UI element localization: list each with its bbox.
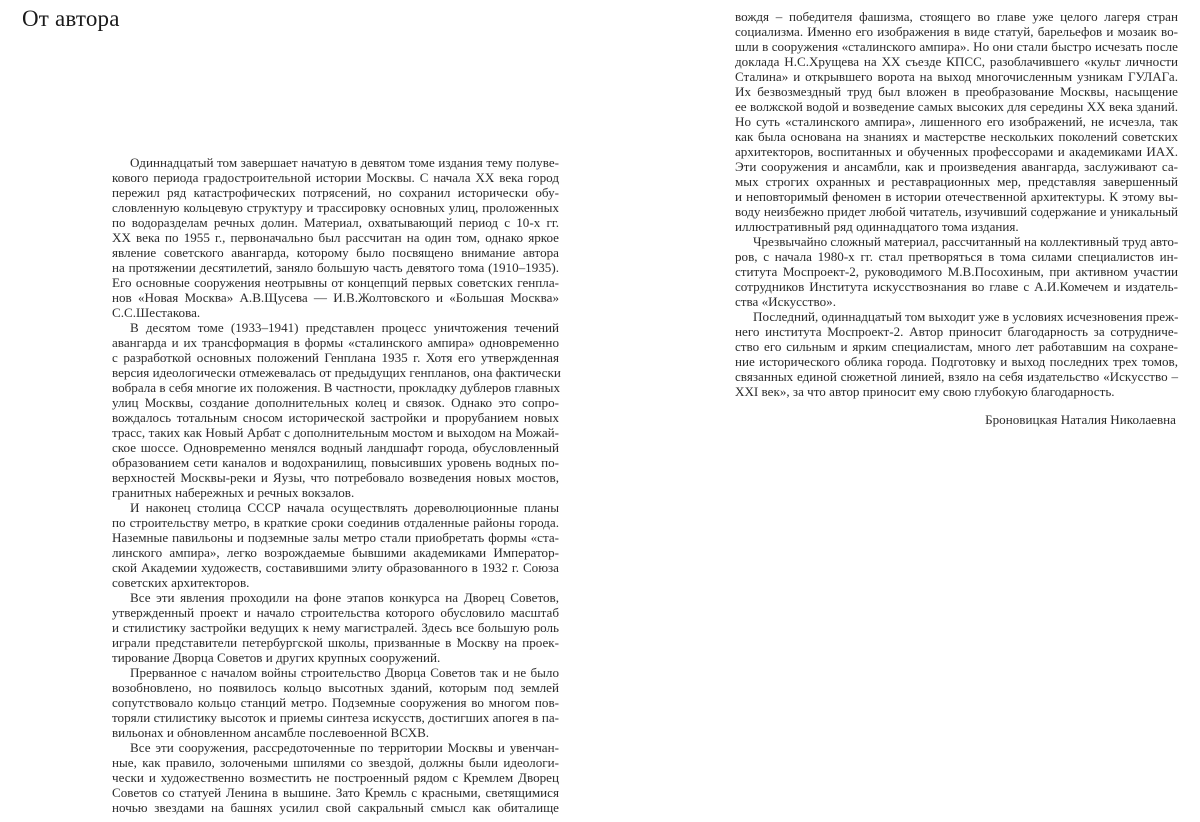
text-line: и стилистику застройки ведущих к нему магистралей. Здесь все большую роль [112,620,559,635]
text-line: ее волжской водой и возведение самых высоких для середины XX века зданий. [735,99,1178,114]
text-line: Последний, одиннадцатый том выходит уже в условиях исчезновения преж- [753,309,1179,324]
paragraph [735,234,1178,309]
paragraph [112,740,559,815]
text-line: кового периода градостроительной истории Москвы. С начала XX века город [112,170,559,185]
text-line: словленную кольцевую структуру и трассировку основных улиц, проложенных [112,200,559,215]
paragraph [112,500,559,590]
text-line: вильонах и обновленном ансамбле послевоенной ВСХВ. [112,725,430,740]
text-line: И наконец столица СССР начала осуществлять дореволюционные планы [130,500,559,515]
text-line: связанных единой сюжетной линией, взяло на себя издательство «Искусство – [735,369,1178,384]
text-line: Одиннадцатый том завершает начатую в девятом томе издания тему полуве- [130,155,559,170]
text-line: нов «Новая Москва» А.В.Щусева — И.В.Жолтовского и «Большая Москва» [112,290,559,305]
text-line: ров, с начала 1980-х гг. стал претворяться в тома силами специалистов ин- [735,249,1178,264]
text-line: ние исторического облика города. Подготовку и выход последних трех томов, [735,354,1178,369]
text-line: С.С.Шестакова. [112,305,201,320]
text-line: по строительству метро, в краткие сроки соединив отдаленные районы города. [112,515,559,530]
text-line: Все эти сооружения, рассредоточенные по территории Москвы и увенчан- [130,740,559,755]
text-line: ской Академии художеств, составившими элиту образованного в 1932 г. Союза [112,560,559,575]
text-line: вождалось тотальным сносом исторической застройки и прорубанием новых [112,410,559,425]
text-line: шли в сооружения «сталинского ампира». Но они стали быстро исчезать после [735,39,1178,54]
text-line: улиц Москвы, создание дополнительных колец и связок. Однако это сопро- [112,395,559,410]
text-line: воду неизбежно придет любой читатель, изучивший содержание и уникальный [735,204,1178,219]
text-line: ства «Искусство». [735,294,836,309]
paragraph [112,665,559,740]
text-line: версия идеологически отмежевалась от предыдущих генпланов, она фактически [112,365,561,380]
text-line: Эти сооружения и ансамбли, как и произведения авангарда, заслуживают са- [735,159,1178,174]
text-line: ночью звездами на башнях усилил свой сакральный смысл как обиталище [112,800,559,815]
page-title: От автора [22,6,120,31]
text-line: торяли стилистику высоток и приемы синтеза искусств, достигших апогея в па- [112,710,559,725]
text-line: Но суть «сталинского ампира», лишенного его изображений, не исчезла, так [735,114,1178,129]
right-column [735,9,1178,399]
text-line: сотрудников Института искусствознания во главе с А.И.Комечем и издатель- [735,279,1178,294]
text-line: ское шоссе. Одновременно менялся водный ландшафт города, обусловленный [112,440,559,455]
text-line: явление советского авангарда, которому было посвящено внимание автора [112,245,559,260]
text-line: XX века по 1955 г., первоначально был рассчитан на один том, однако яркое [112,230,559,245]
text-line: Наземные павильоны и подземные залы метро стали приобретать формы «ста- [112,530,559,545]
text-line: Его основные сооружения неотрывны от концепций первых советских генпла- [112,275,559,290]
text-line: верхностей Москвы-реки и Яузы, что потребовало возведения новых мостов, [112,470,559,485]
paragraph [112,320,559,500]
text-line: В десятом томе (1933–1941) представлен процесс уничтожения течений [130,320,559,335]
text-line: играли представители петербургской школы, призванные в Москву на проек- [112,635,559,650]
text-line: авангарда и их трансформация в формы «сталинского ампира» одновременно [112,335,559,350]
text-line: вождя – победителя фашизма, стоящего во главе уже целого лагеря стран [735,9,1178,24]
text-line: на протяжении десятилетий, заняло большую часть девятого тома (1910–1935). [112,260,559,275]
paragraph [735,309,1178,399]
text-line: трасс, таких как Новый Арбат с дополнительным мостом и выходом на Можай- [112,425,559,440]
text-line: доклада Н.С.Хрущева на XX съезде КПСС, разоблачившего «культ личности [735,54,1178,69]
text-line: по водоразделам речных долин. Материал, охватывающий период с 10-х гг. [112,215,559,230]
text-line: ные, как правило, золочеными шпилями со звездой, должны были идеологи- [112,755,559,770]
text-line: с разработкой основных положений Генплана 1935 г. Хотя его утвержденная [112,350,559,365]
text-line: чески и художественно возместить не построенный рядом с Кремлем Дворец [112,770,559,785]
text-line: пережил ряд катастрофических потрясений, но сохранил исторически обу- [112,185,559,200]
text-line: как была основана на знаниях и мастерстве нескольких поколений советских [735,129,1178,144]
text-line: сопутствовало кольцо станций метро. Подземные сооружения во многом пов- [112,695,559,710]
left-column [112,155,559,815]
author-signature: Броновицкая Наталия Николаевна [985,412,1176,427]
text-line: Сталина» и открывшего ворота на выход многочисленным узникам ГУЛАГа. [735,69,1178,84]
text-line: возобновлено, но появилось кольцо высотных зданий, которым под землей [112,680,559,695]
text-line: образованием сети каналов и водохранилищ, повысивших уровень водных по- [112,455,559,470]
text-line: тирование Дворца Советов и других крупных сооружений. [112,650,441,665]
text-line: Все эти явления проходили на фоне этапов конкурса на Дворец Советов, [130,590,559,605]
text-line: и неповторимый феномен в истории отечественной архитектуры. К этому вы- [735,189,1178,204]
text-line: вобрала в себя многие их положения. В частности, прокладку дублеров главных [112,380,561,395]
text-line: мых строгих охранных и реставрационных мер, представляя завершенный [735,174,1178,189]
text-line: ститута Моспроект-2, руководимого М.В.Посохиным, при активном участии [735,264,1178,279]
text-line: гранитных набережных и речных вокзалов. [112,485,355,500]
text-line: Их безвозмездный труд был вложен в преобразование Москвы, насыщение [735,84,1178,99]
text-line: иллюстративный ряд одиннадцатого тома издания. [735,219,1019,234]
text-line: ство его сильным и ярким специалистам, много лет работавшим на сохране- [735,339,1178,354]
paragraph [112,155,559,320]
text-line: линского ампира», легко возрождаемые бывшими академиками Император- [112,545,559,560]
paragraph [735,9,1178,234]
text-line: Прерванное с началом войны строительство Дворца Советов так и не было [130,665,559,680]
paragraph [112,590,559,665]
text-line: него института Моспроект-2. Автор приносит благодарность за сотрудниче- [735,324,1178,339]
text-line: Чрезвычайно сложный материал, рассчитанный на коллективный труд авто- [753,234,1179,249]
text-line: XXI век», за что автор приносит ему свою глубокую благодарность. [735,384,1115,399]
text-line: архитекторов, воспитанных и обученных профессорами и академиками ИАХ. [735,144,1178,159]
text-line: утвержденный проект и начало строительства которого обусловило масштаб [112,605,559,620]
text-line: советских архитекторов. [112,575,250,590]
text-line: Советов со статуей Ленина в вышине. Зато Кремль с красными, светящимися [112,785,559,800]
text-line: социализма. Именно его изображения в виде статуй, барельефов и мозаик во- [735,24,1178,39]
